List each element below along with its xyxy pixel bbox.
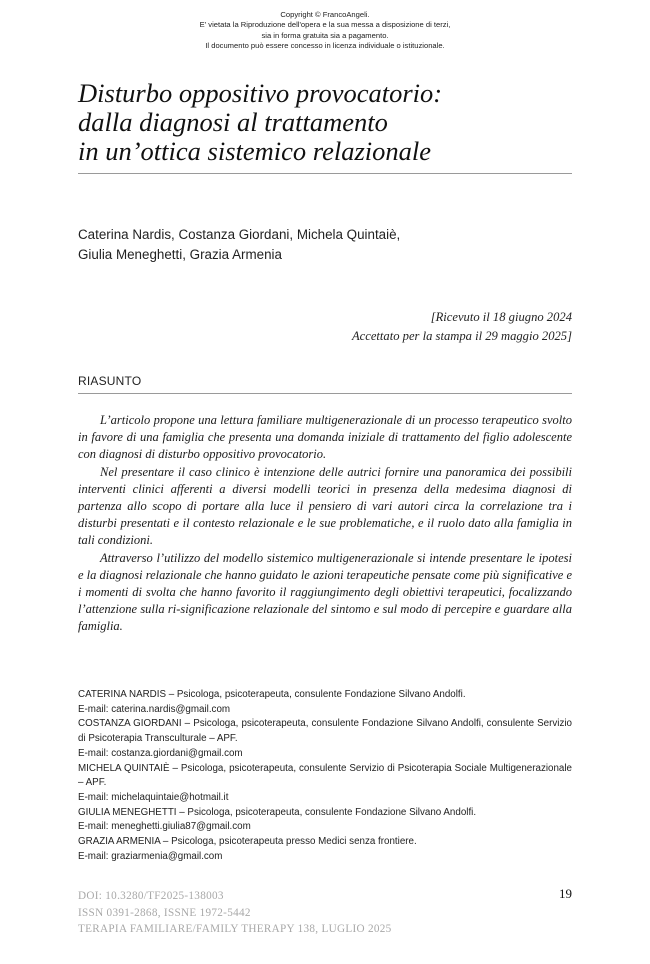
abstract-heading: RIASUNTO (78, 374, 142, 388)
article-title-line: Disturbo oppositivo provocatorio: (78, 78, 443, 108)
bio-email: E-mail: costanza.giordani@gmail.com (78, 747, 243, 759)
article-title-line: dalla diagnosi al trattamento (78, 107, 388, 137)
bio-line: MICHELA QUINTAIÈ – Psicologa, psicoterapeuta, consulente Servizio di Psicoterapia Sociale Multigenerazionale – APF. (78, 762, 572, 789)
author-bios (78, 688, 572, 864)
abstract-body (78, 412, 572, 636)
abstract-divider (78, 393, 572, 394)
bio-email: E-mail: michelaquintaie@hotmail.it (78, 791, 229, 803)
footer-info (78, 888, 392, 938)
abstract-paragraph: Nel presentare il caso clinico è intenzione delle autrici fornire una panoramica dei possibili interventi clinici afferenti a diversi modelli teorici in presenza della medesima diagnosi di partenza allo scopo di portare alla luce il pensiero di vari autori circa la correlazione tra i disturbi presentati e il contesto relazionale e le sue problematiche, e il ruolo dato alla famiglia in tali condizioni. (78, 464, 572, 548)
article-title-line: in un’ottica sistemico relazionale (78, 136, 432, 166)
article-title (78, 79, 578, 166)
footer-journal: TERAPIA FAMILIARE/FAMILY THERAPY 138, LUGLIO 2025 (78, 923, 392, 935)
bio-email: E-mail: caterina.nardis@gmail.com (78, 703, 231, 715)
received-dates (352, 308, 572, 346)
bio-line: CATERINA NARDIS – Psicologa, psicoterapeuta, consulente Fondazione Silvano Andolfi. (78, 689, 466, 700)
abstract-paragraph: Attraverso l’utilizzo del modello sistemico multigenerazionale si intende presentare le ipotesi e la diagnosi relazionale che hanno guidato le azioni terapeutiche pensate come più significative e i momenti di svolta che hanno favorito il raggiungimento degli obiettivi terapeutici, focalizzando l’attenzione sulla ri-significazione relazionale del sintomo e sul modo di percepire e guardare alla famiglia. (78, 550, 572, 634)
author-line: Giulia Meneghetti, Grazia Armenia (78, 247, 282, 262)
bio-email: E-mail: graziarmenia@gmail.com (78, 850, 223, 862)
copyright-notice (0, 10, 650, 52)
bio-line: COSTANZA GIORDANI – Psicologa, psicoterapeuta, consulente Fondazione Silvano Andolfi, consulente Servizio di Psicoterapia Transculturale – APF. (78, 718, 572, 745)
bio-line: GIULIA MENEGHETTI – Psicologa, psicoterapeuta, consulente Fondazione Silvano Andolfi. (78, 806, 477, 818)
copyright-line: Copyright © FrancoAngeli. (280, 10, 370, 19)
author-line: Caterina Nardis, Costanza Giordani, Michela Quintaiè, (78, 227, 401, 242)
copyright-line: sia in forma gratuita sia a pagamento. (261, 30, 389, 40)
footer-doi: DOI: 10.3280/TF2025-138003 (78, 890, 224, 902)
copyright-line: Il documento può essere concesso in licenza individuale o istituzionale. (205, 41, 445, 51)
accepted-line: Accettato per la stampa il 29 maggio 2025] (351, 329, 572, 343)
title-divider (78, 173, 572, 174)
page-number: 19 (559, 886, 572, 901)
received-line: [Ricevuto il 18 giugno 2024 (430, 310, 572, 324)
bio-line: GRAZIA ARMENIA – Psicologa, psicoterapeuta presso Medici senza frontiere. (78, 836, 417, 848)
bio-email: E-mail: meneghetti.giulia87@gmail.com (78, 821, 251, 833)
abstract-paragraph: L’articolo propone una lettura familiare multigenerazionale di un processo terapeutico svolto in favore di una famiglia che presenta una domanda iniziale di trattamento del figlio adolescente con diagnosi di disturbo oppositivo provocatorio. (78, 413, 572, 462)
footer-issn: ISSN 0391-2868, ISSNE 1972-5442 (78, 906, 251, 919)
author-list (78, 225, 578, 265)
copyright-line: E' vietata la Riproduzione dell'opera e la sua messa a disposizione di terzi, (199, 20, 451, 30)
